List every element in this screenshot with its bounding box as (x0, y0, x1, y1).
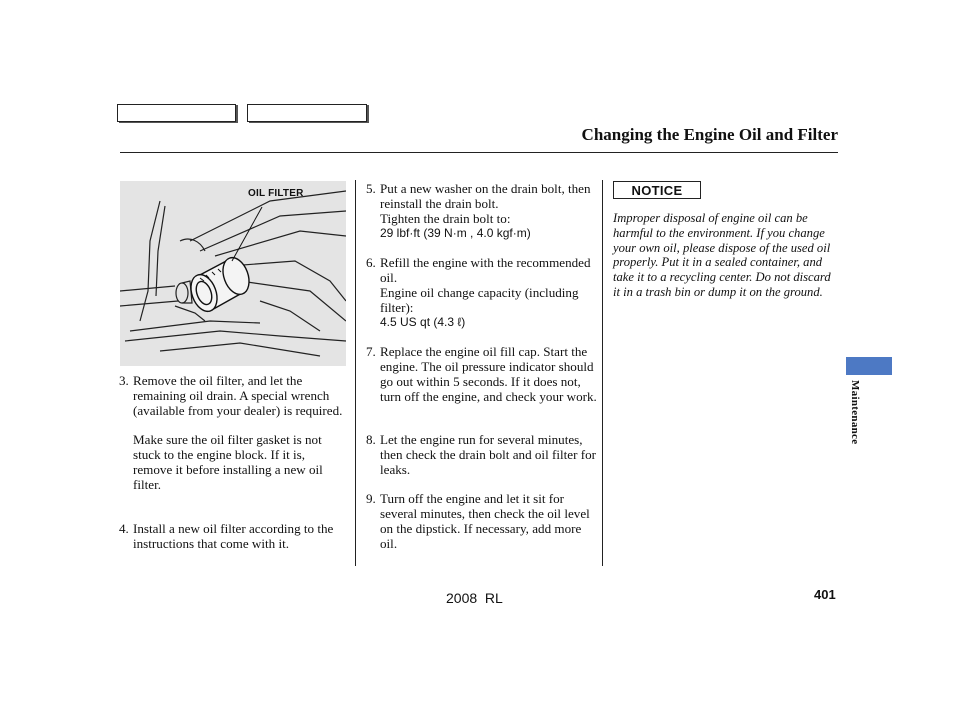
footer-model: 2008 RL (446, 590, 503, 606)
nav-button-next[interactable] (247, 104, 367, 122)
step-9 (366, 491, 598, 551)
column-divider (602, 180, 603, 566)
step-number: 9. (366, 491, 376, 506)
header-rule (120, 152, 838, 153)
step-text: Let the engine run for several minutes, then check the drain bolt and oil filter for leaks. (380, 432, 596, 477)
step-number: 6. (366, 255, 376, 270)
step-text-line2: Engine oil change capacity (including filter): (380, 285, 579, 315)
step-number: 3. (119, 373, 129, 388)
oil-filter-illustration (120, 181, 346, 366)
step-number: 5. (366, 181, 376, 196)
section-tab[interactable] (846, 357, 892, 375)
step-8 (366, 432, 598, 477)
step-text: Refill the engine with the recommended oil. (380, 255, 591, 285)
engine-drawing (120, 181, 346, 366)
step-number: 4. (119, 521, 129, 536)
step-text: Install a new oil filter according to the instructions that come with it. (133, 521, 334, 551)
step-number: 7. (366, 344, 376, 359)
step-text: Turn off the engine and let it sit for several minutes, then check the oil level on the dipstick. If necessary, add more oil. (380, 491, 590, 551)
step-text-line2: Tighten the drain bolt to: (380, 211, 511, 226)
step-5 (366, 181, 598, 241)
step-4 (119, 521, 344, 551)
step-number: 8. (366, 432, 376, 447)
notice-label: NOTICE (613, 181, 701, 199)
nav-button-previous[interactable] (117, 104, 236, 122)
torque-spec: 29 lbf·ft (39 N·m , 4.0 kgf·m) (380, 226, 531, 240)
step-6 (366, 255, 598, 330)
page-number: 401 (814, 587, 836, 602)
step-text: Replace the engine oil fill cap. Start the engine. The oil pressure indicator should go out within 5 seconds. If it does not, turn off the engine, and check your work. (380, 344, 597, 404)
page-title: Changing the Engine Oil and Filter (581, 125, 838, 144)
notice-text: Improper disposal of engine oil can be harmful to the environment. If you change your own oil, please dispose of the used oil properly. Put it in a sealed container, and take it to a recycling center. Do not discard it in a trash bin or dump it on the ground. (613, 211, 831, 299)
step-text: Put a new washer on the drain bolt, then reinstall the drain bolt. (380, 181, 591, 211)
section-label: Maintenance (849, 380, 861, 445)
capacity-spec: 4.5 US qt (4.3 ℓ) (380, 315, 466, 329)
step-3 (119, 373, 344, 492)
step-7 (366, 344, 598, 404)
figure-label: OIL FILTER (248, 188, 304, 199)
step-note: Make sure the oil filter gasket is not stuck to the engine block. If it is, remove it before installing a new oil filter. (133, 432, 323, 492)
column-divider (355, 180, 356, 566)
step-text: Remove the oil filter, and let the remaining oil drain. A special wrench (available from your dealer) is required. (133, 373, 343, 418)
